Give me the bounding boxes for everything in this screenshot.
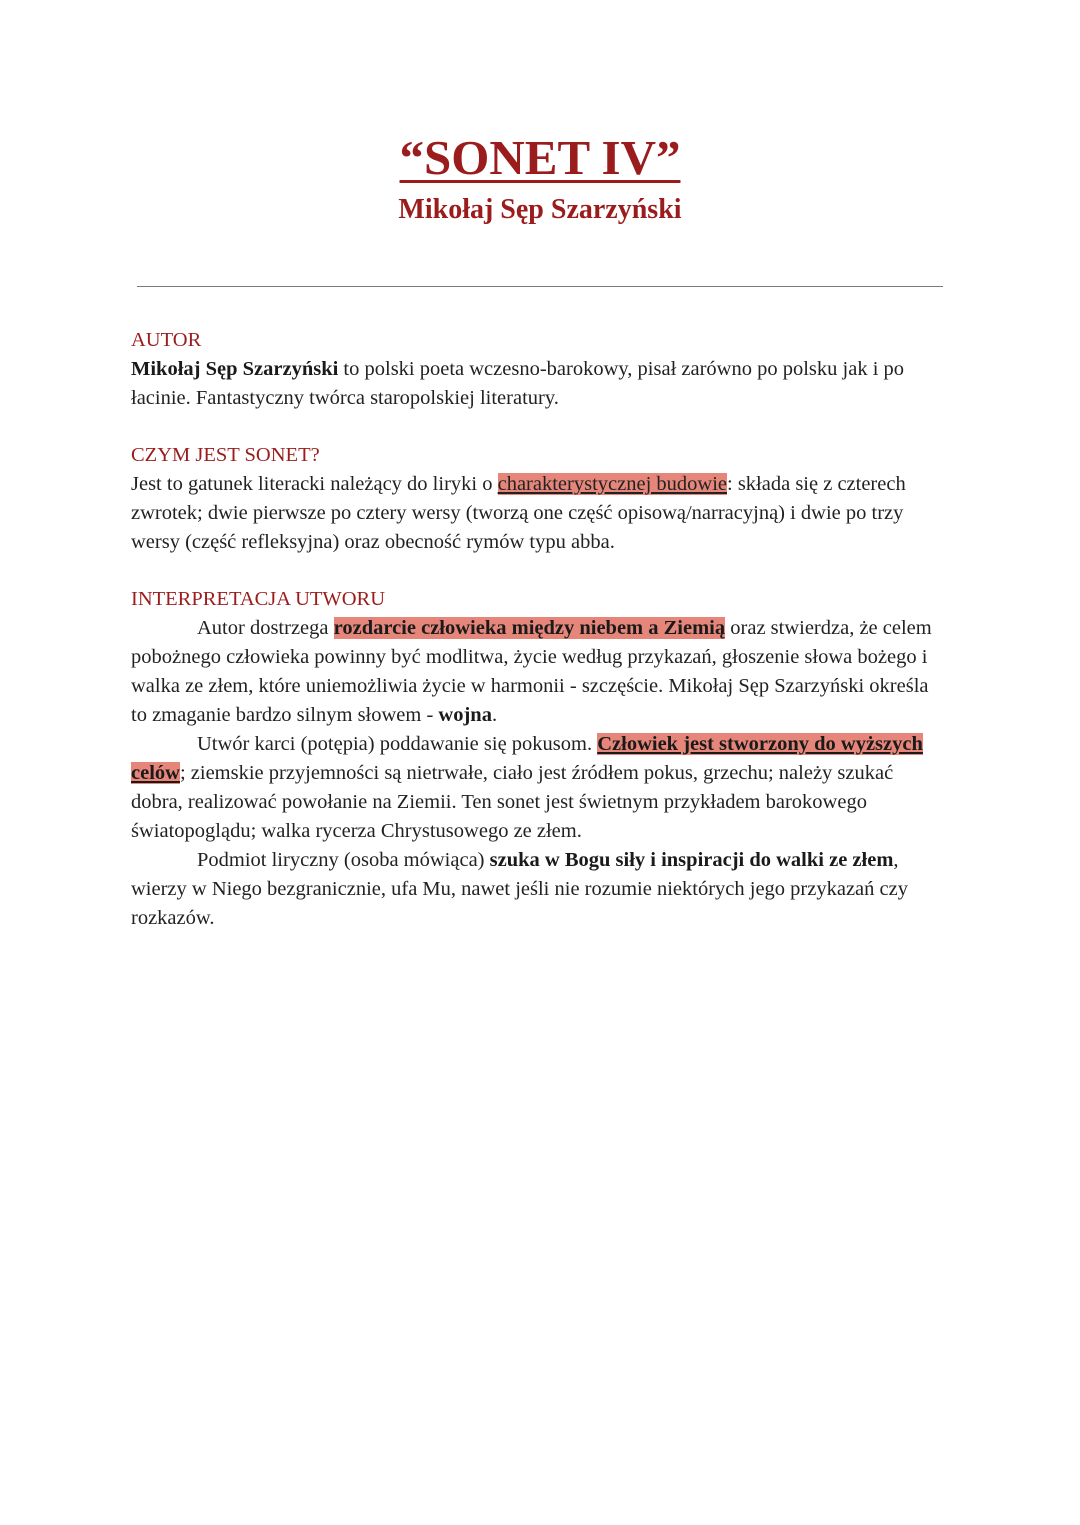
sonet-text-before: Jest to gatunek literacki należący do liryki o [131, 473, 498, 495]
section-interpretacja [131, 585, 946, 933]
interpretacja-paragraph-2 [131, 730, 946, 846]
page-title: “SONET IV” [399, 130, 681, 185]
section-sonet [131, 441, 946, 557]
section-heading-sonet: CZYM JEST SONET? [131, 444, 320, 466]
divider-line [137, 286, 943, 287]
p1-text-middle: oraz stwierdza, że celem pobożnego człowieka powinny być modlitwa, życie według przykazań, głoszenie słowa bożego i walka ze złem, które uniemożliwia życie w harmonii - szczęście. Mikołaj Sęp Szarzyński określa to zmaganie bardzo silnym słowem - [131, 617, 932, 726]
p2-highlight: Człowiek jest stworzony do wyższych celów [131, 733, 923, 784]
p2-text-before: Utwór karci (potępia) poddawanie się pokusom. [197, 733, 598, 755]
autor-name-bold: Mikołaj Sęp Szarzyński [131, 358, 339, 380]
document-body [131, 326, 946, 961]
autor-text: to polski poeta wczesno-barokowy, pisał zarówno po polsku jak i po łacinie. Fantastyczny twórca staropolskiej literatury. [131, 358, 905, 409]
section-heading-autor: AUTOR [131, 329, 202, 351]
page-subtitle-author: Mikołaj Sęp Szarzyński [398, 194, 682, 225]
sonet-paragraph [131, 470, 946, 557]
p3-text-after: , wierzy w Niego bezgranicznie, ufa Mu, nawet jeśli nie rozumie niektórych jego przykazań czy rozkazów. [131, 849, 908, 929]
interpretacja-paragraph-1 [131, 614, 946, 730]
sonet-text-after: : składa się z czterech zwrotek; dwie pierwsze po cztery wersy (tworzą one część opisową/narracyjną) i dwie po trzy wersy (część refleksyjna) oraz obecność rymów typu abba. [131, 473, 906, 553]
p1-text-before: Autor dostrzega [197, 617, 334, 639]
sonet-highlight: charakterystycznej budowie [497, 473, 727, 495]
document-header [0, 128, 1080, 228]
p3-bold-phrase: szuka w Bogu siły i inspiracji do walki ze złem [489, 849, 894, 871]
p3-text-before: Podmiot liryczny (osoba mówiąca) [197, 849, 490, 871]
p1-highlight: rozdarcie człowieka między niebem a Ziemią [333, 617, 726, 639]
p1-bold-word: wojna [438, 704, 492, 726]
p2-text-after: ; ziemskie przyjemności są nietrwałe, ciało jest źródłem pokus, grzechu; należy szukać dobra, realizować powołanie na Ziemii. Ten sonet jest świetnym przykładem barokowego światopoglądu; walka rycerza Chrystusowego ze złem. [131, 762, 894, 842]
autor-paragraph [131, 355, 946, 413]
p1-text-end: . [491, 704, 498, 726]
section-heading-interpretacja: INTERPRETACJA UTWORU [131, 588, 386, 610]
interpretacja-paragraph-3 [131, 846, 946, 933]
section-autor [131, 326, 946, 413]
